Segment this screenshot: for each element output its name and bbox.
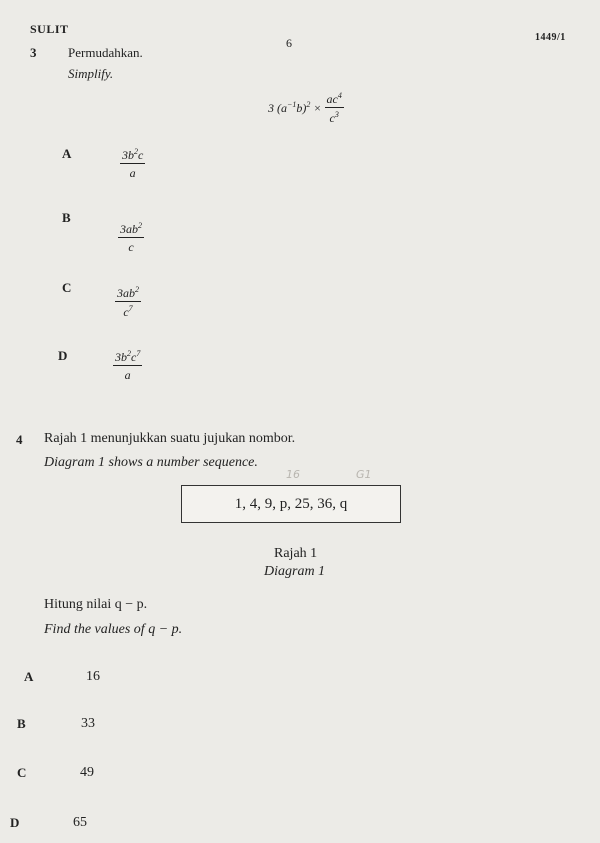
expr-base-b: b) — [296, 101, 307, 115]
q3-option-d-letter[interactable]: D — [58, 348, 68, 363]
question-3-number: 3 — [30, 45, 37, 60]
question-4-ask-en: Find the values of q − p. — [44, 622, 183, 637]
sequence-box — [181, 485, 401, 523]
q3-d-den: a — [124, 368, 131, 382]
q3-a-num-tail: c — [138, 148, 144, 162]
handwritten-note-g1: G1 — [356, 468, 372, 481]
q4-option-a-value[interactable]: 16 — [86, 669, 100, 684]
q3-c-num: 3ab — [117, 286, 135, 300]
question-3-expression — [268, 92, 344, 124]
q4-option-c-letter[interactable]: C — [17, 765, 27, 780]
q3-b-den: c — [128, 240, 134, 254]
q4-option-b-value[interactable]: 33 — [81, 716, 95, 731]
expr-denominator: c — [329, 111, 335, 125]
question-4-prompt-en: Diagram 1 shows a number sequence. — [44, 455, 258, 470]
q3-a-num: 3b — [122, 148, 134, 162]
question-4-ask-ms: Hitung nilai q − p. — [44, 597, 148, 612]
page-number: 6 — [286, 36, 292, 50]
expr-exp-a: −1 — [287, 100, 297, 109]
q4-option-c-value[interactable]: 49 — [80, 765, 94, 780]
expr-coefficient: 3 — [268, 100, 274, 115]
q3-d-num: 3b — [115, 350, 127, 364]
question-4-prompt-ms: Rajah 1 menunjukkan suatu jujukan nombor. — [44, 431, 296, 446]
q3-b-num: 3ab — [120, 222, 138, 236]
q3-option-d-value[interactable] — [113, 350, 142, 381]
q3-c-num-exp: 2 — [135, 285, 139, 294]
q3-option-a-letter[interactable]: A — [62, 146, 72, 161]
q3-option-a-value[interactable] — [120, 148, 145, 179]
q3-option-c-value[interactable] — [115, 286, 141, 318]
diagram-caption-ms: Rajah 1 — [274, 546, 318, 561]
expr-base-open: (a — [277, 101, 287, 115]
q4-option-d-letter[interactable]: D — [10, 815, 20, 830]
q4-option-a-letter[interactable]: A — [24, 669, 34, 684]
expr-numerator: ac — [326, 92, 338, 106]
expr-fraction — [325, 92, 344, 124]
q3-d-num-exp: 2 — [127, 349, 131, 358]
q3-d-num-tail-exp: 7 — [136, 349, 141, 358]
question-3-prompt-ms: Permudahkan. — [68, 45, 143, 60]
q3-a-num-exp: 2 — [134, 147, 138, 156]
header-code: 1449/1 — [535, 32, 566, 43]
expr-exp-outer: 2 — [306, 100, 311, 109]
expr-denominator-exp: 3 — [334, 110, 339, 119]
q3-option-c-letter[interactable]: C — [62, 280, 72, 295]
q3-d-num-tail: c — [131, 350, 137, 364]
header-sulit: SULIT — [30, 22, 69, 36]
q4-option-d-value[interactable]: 65 — [73, 815, 87, 830]
diagram-caption-en: Diagram 1 — [264, 564, 326, 579]
q3-option-b-value[interactable] — [118, 222, 144, 253]
question-3-prompt-en: Simplify. — [68, 66, 114, 81]
question-4-number: 4 — [16, 432, 23, 447]
q3-b-num-exp: 2 — [138, 221, 142, 230]
expr-numerator-exp: 4 — [337, 91, 342, 100]
q3-a-den: a — [129, 166, 136, 180]
number-sequence: 1, 4, 9, p, 25, 36, q — [234, 495, 348, 512]
handwritten-note-16: 16 — [286, 468, 300, 481]
q4-option-b-letter[interactable]: B — [17, 716, 26, 731]
q3-c-den: c — [123, 305, 129, 319]
expr-times: × — [313, 100, 322, 115]
q3-c-den-exp: 7 — [128, 304, 133, 313]
q3-option-b-letter[interactable]: B — [62, 210, 71, 225]
